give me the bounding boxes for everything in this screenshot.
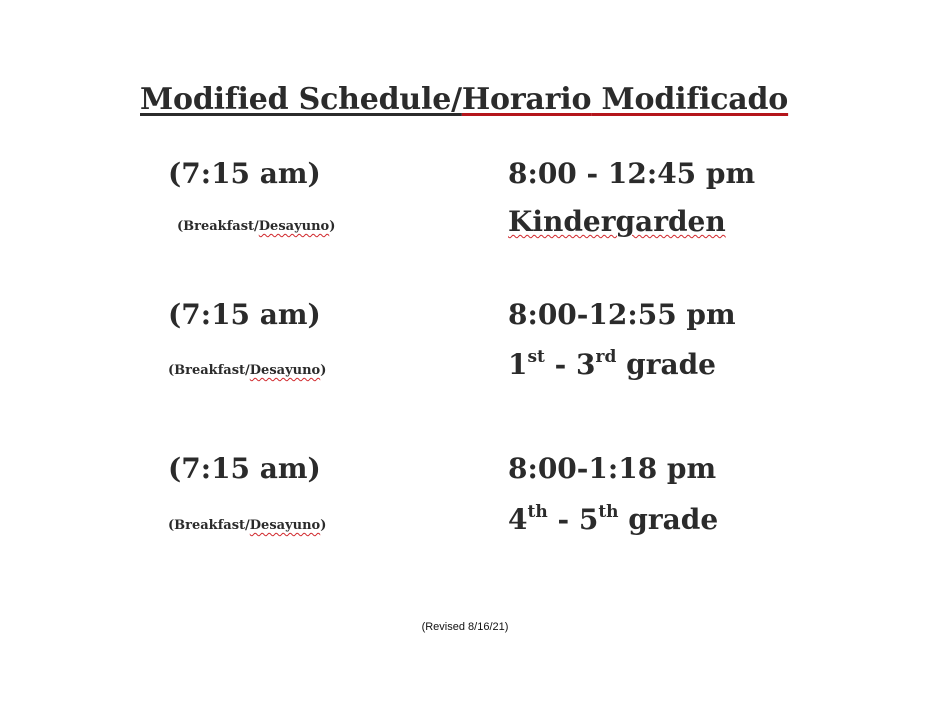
row-1-breakfast-time: (7:15 am): [168, 157, 321, 190]
row-3-meal-b: Desayuno: [249, 518, 321, 533]
title-part-2: Horario: [461, 82, 592, 117]
row-2-grade-dash: -: [544, 348, 577, 381]
row-3-grade-word: grade: [618, 503, 719, 536]
row-2-grade-word: grade: [616, 348, 716, 381]
row-1-hours: 8:00 - 12:45 pm: [508, 157, 756, 190]
row-2-breakfast-time: (7:15 am): [168, 298, 321, 331]
row-2-grade-to: 3: [576, 348, 596, 381]
row-3-meal-c: ): [320, 518, 327, 533]
row-2-grade-from-suffix: st: [527, 346, 545, 367]
row-3-meal-a: (Breakfast/: [168, 518, 250, 533]
row-3-breakfast-time: (7:15 am): [168, 452, 321, 485]
row-2-grade: [508, 348, 716, 382]
row-2-grade-to-suffix: rd: [595, 346, 617, 367]
row-1-breakfast-label: [177, 219, 335, 235]
row-1-grade-text: Kindergarden: [508, 205, 726, 238]
row-3-grade-to-suffix: th: [598, 501, 619, 522]
row-1-grade: [508, 205, 726, 239]
row-2-hours: 8:00-12:55 pm: [508, 298, 736, 331]
row-3-grade-dash: -: [547, 503, 579, 536]
row-3-grade-to: 5: [578, 503, 599, 536]
row-1-meal-a: (Breakfast/: [177, 219, 259, 234]
row-1-meal-b: Desayuno: [258, 219, 330, 234]
page-title: [140, 82, 800, 118]
row-3-grade-from: 4: [508, 503, 528, 536]
row-2-meal-a: (Breakfast/: [168, 363, 250, 378]
revised-date-note: (Revised 8/16/21): [421, 621, 509, 633]
row-1-meal-c: ): [329, 219, 336, 234]
row-2-grade-from: 1: [508, 348, 528, 381]
row-2-breakfast-label: [168, 363, 326, 379]
row-3-hours: 8:00-1:18 pm: [508, 452, 717, 485]
row-3-grade: [508, 503, 718, 537]
row-2-meal-c: ): [320, 363, 327, 378]
row-3-grade-from-suffix: th: [527, 501, 548, 522]
title-part-3: Modificado: [591, 82, 789, 117]
row-2-meal-b: Desayuno: [249, 363, 321, 378]
title-part-1: Modified Schedule/: [140, 82, 462, 117]
row-3-breakfast-label: [168, 518, 326, 534]
